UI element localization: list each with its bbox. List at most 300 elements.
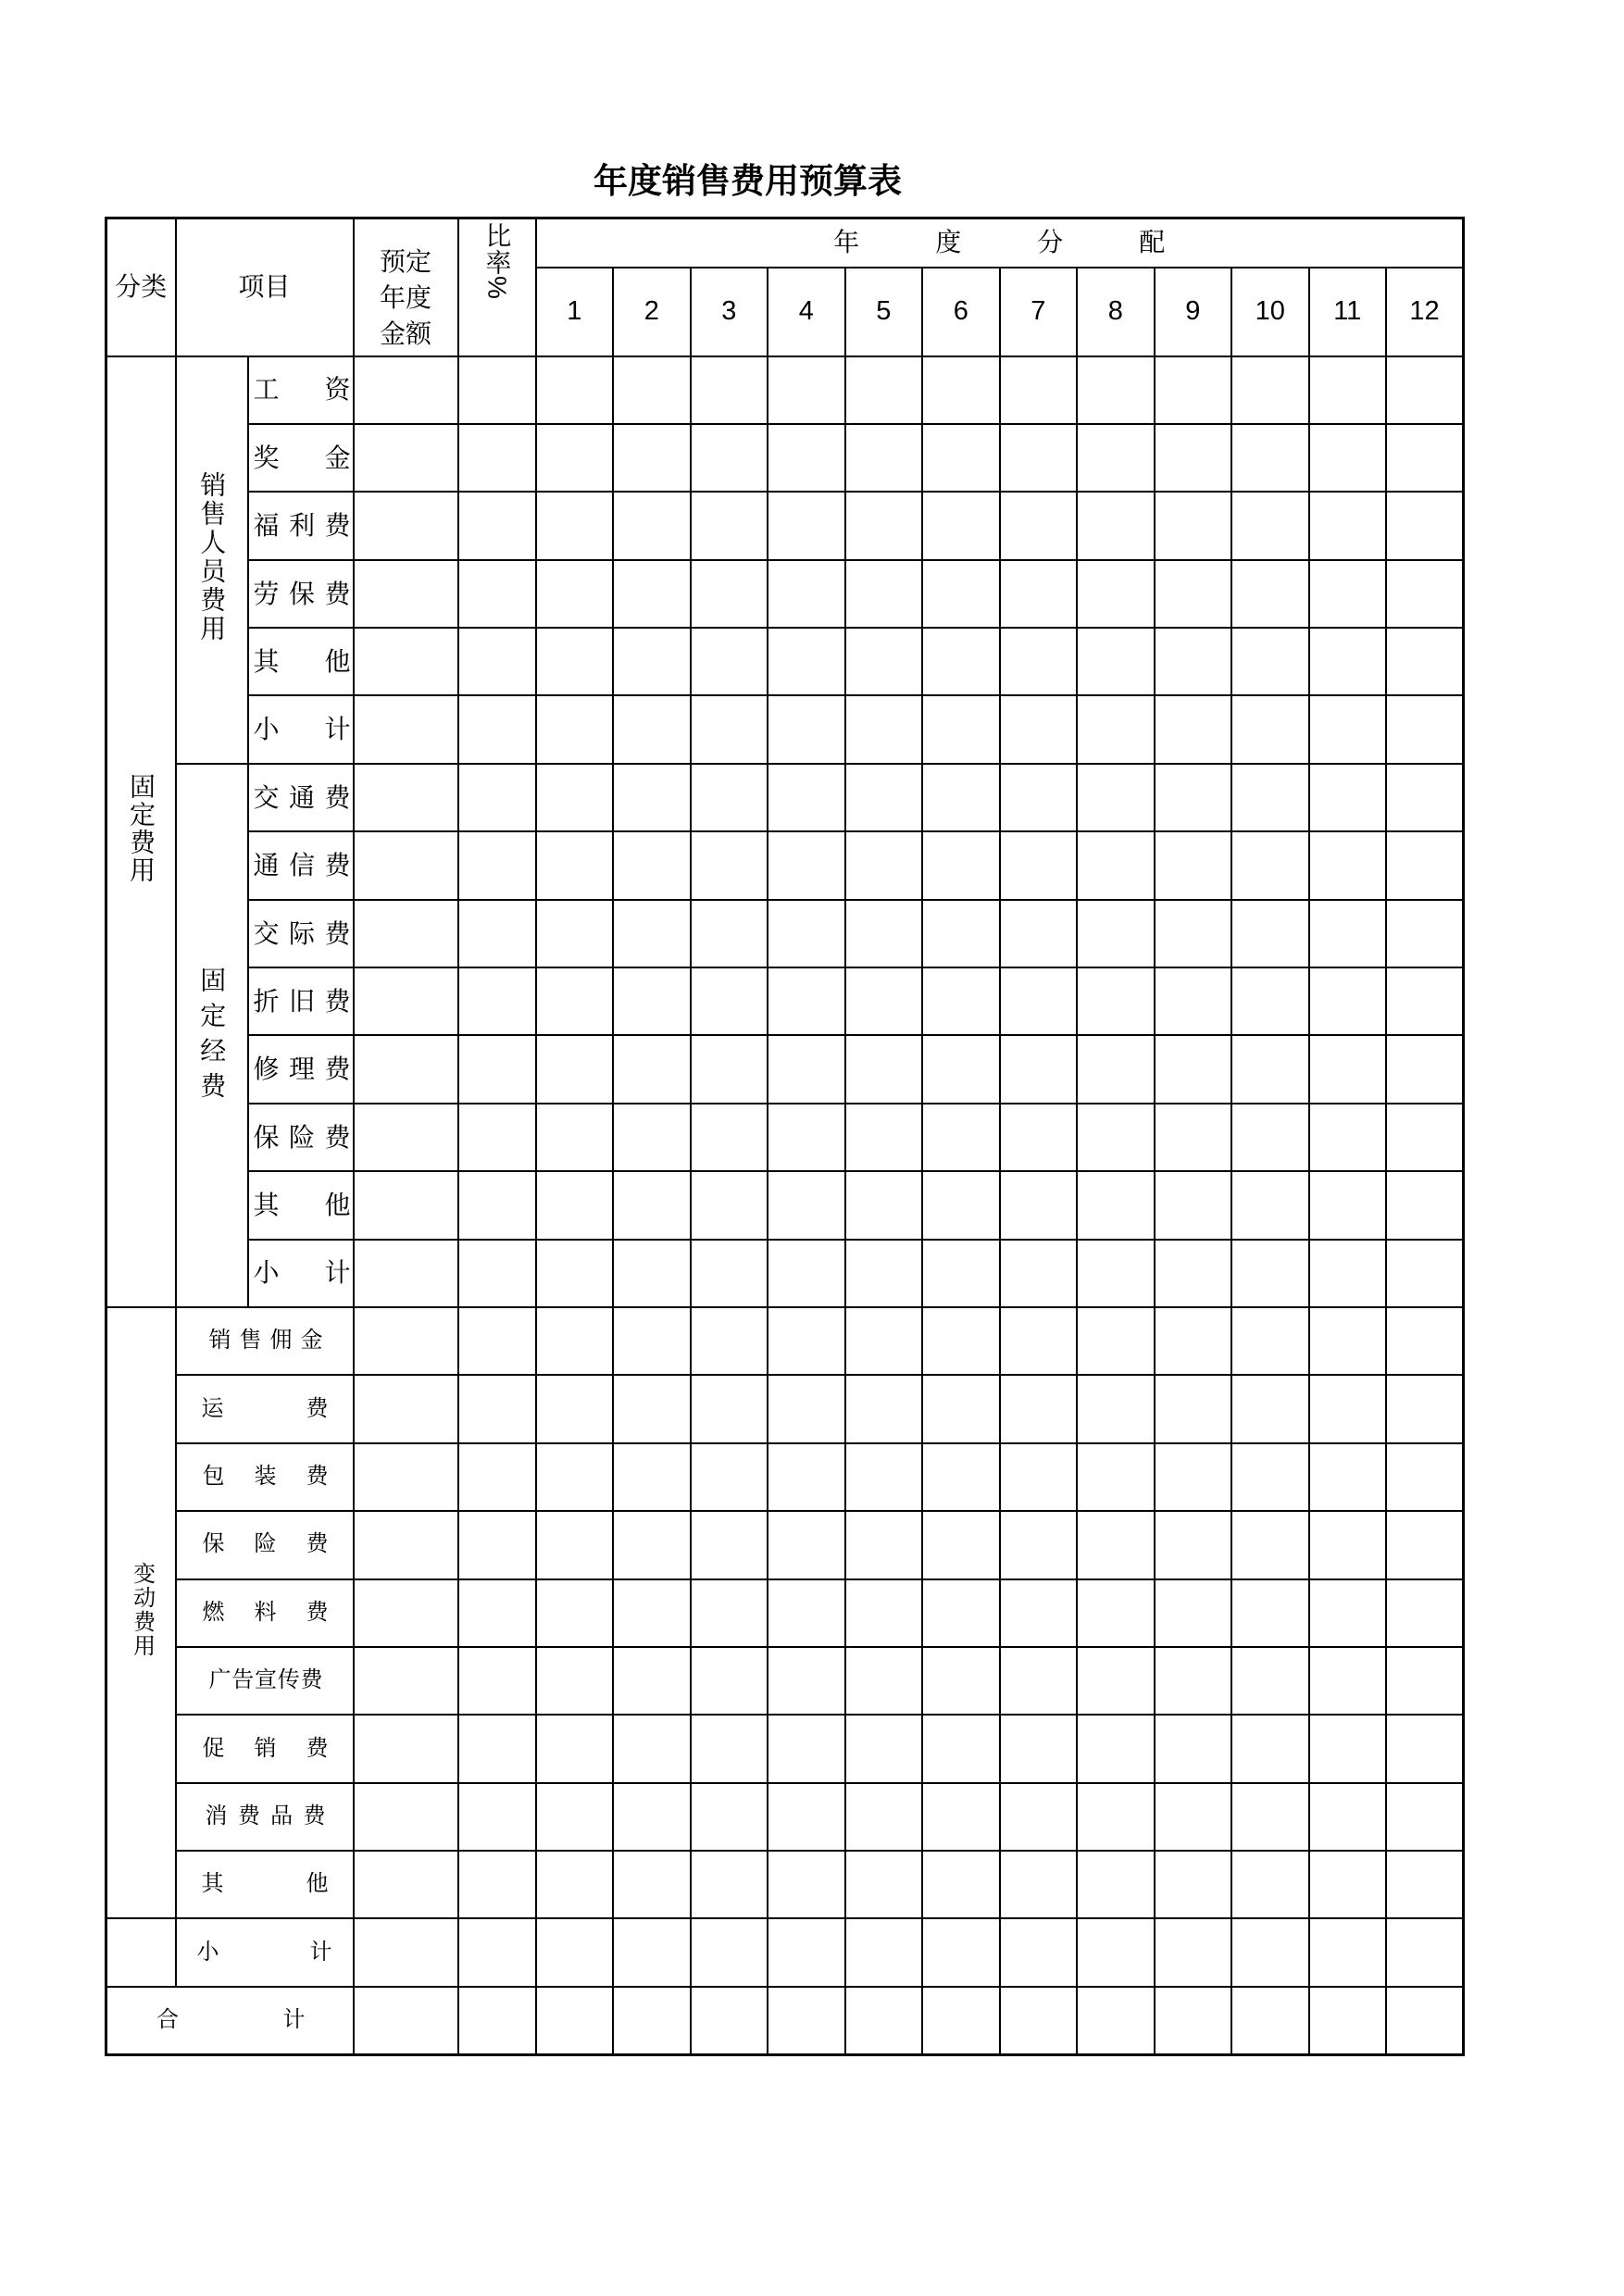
month-2-cell [613,1171,691,1239]
month-10-cell [1231,1987,1309,2054]
month-9-cell [1155,1240,1232,1307]
month-1-cell [536,1987,614,2054]
month-10-cell [1231,628,1309,695]
month-5-cell [845,1715,923,1782]
month-6-cell [922,764,1000,831]
month-7-cell [1000,1579,1078,1647]
month-header-5: 5 [845,268,923,356]
month-7-cell [1000,1851,1078,1918]
month-12-cell [1386,424,1464,492]
group-fixed-expenses-label: 固定经费 [197,966,227,1107]
budget-amount-cell [354,1987,458,2054]
month-6-cell [922,967,1000,1035]
month-2-cell [613,1375,691,1442]
month-10-cell [1231,1104,1309,1171]
month-3-cell [691,900,768,967]
month-8-cell [1077,1851,1155,1918]
budget-amount-cell [354,492,458,559]
month-8-cell [1077,1511,1155,1578]
table-row [106,1035,1464,1103]
month-5-cell [845,764,923,831]
month-8-cell [1077,1647,1155,1715]
month-1-cell [536,1511,614,1578]
table-row [106,1783,1464,1851]
table-row-total [106,1987,1464,2054]
table-row [106,1104,1464,1171]
month-9-cell [1155,560,1232,628]
table-row [106,900,1464,967]
total-label: 合计 [106,1987,354,2054]
month-8-cell [1077,1715,1155,1782]
month-5-cell [845,1511,923,1578]
item-advertising: 广告宣传费 [176,1647,354,1715]
month-10-cell [1231,967,1309,1035]
month-8-cell [1077,1443,1155,1511]
month-10-cell [1231,356,1309,424]
month-5-cell [845,424,923,492]
budget-amount-cell [354,1171,458,1239]
budget-amount-cell [354,1035,458,1103]
table-row [106,1647,1464,1715]
month-6-cell [922,1307,1000,1375]
month-4-cell [768,1240,845,1307]
month-7-cell [1000,1171,1078,1239]
month-3-cell [691,831,768,899]
ratio-cell [458,1579,536,1647]
month-9-cell [1155,831,1232,899]
month-header-8: 8 [1077,268,1155,356]
month-12-cell [1386,1579,1464,1647]
month-1-cell [536,1783,614,1851]
table-row [106,967,1464,1035]
month-11-cell [1309,1715,1387,1782]
month-10-cell [1231,1240,1309,1307]
month-10-cell [1231,424,1309,492]
month-1-cell [536,1647,614,1715]
table-row [106,1307,1464,1375]
month-5-cell [845,1307,923,1375]
month-4-cell [768,900,845,967]
month-6-cell [922,1443,1000,1511]
item-entertainment: 交际费 [248,900,354,967]
month-10-cell [1231,1171,1309,1239]
month-3-cell [691,1987,768,2054]
month-7-cell [1000,1443,1078,1511]
ratio-cell [458,1375,536,1442]
month-6-cell [922,1851,1000,1918]
month-2-cell [613,764,691,831]
month-10-cell [1231,492,1309,559]
month-2-cell [613,1987,691,2054]
budget-amount-cell [354,1647,458,1715]
month-7-cell [1000,1035,1078,1103]
header-ratio: 比率% [482,222,512,300]
month-1-cell [536,1375,614,1442]
month-8-cell [1077,356,1155,424]
month-6-cell [922,900,1000,967]
header-category: 分类 [106,218,176,356]
ratio-cell [458,424,536,492]
month-11-cell [1309,1918,1387,1986]
header-annual-allocation: 年度分配 [536,218,1464,268]
ratio-cell [458,492,536,559]
month-5-cell [845,1851,923,1918]
table-row [106,356,1464,424]
month-3-cell [691,1035,768,1103]
month-10-cell [1231,831,1309,899]
header-ratio-cell [458,218,536,356]
month-5-cell [845,560,923,628]
month-7-cell [1000,1375,1078,1442]
table-row [106,1240,1464,1307]
month-3-cell [691,1851,768,1918]
month-7-cell [1000,831,1078,899]
month-12-cell [1386,1307,1464,1375]
ratio-cell [458,1443,536,1511]
month-3-cell [691,1375,768,1442]
item-transportation: 交通费 [248,764,354,831]
month-5-cell [845,1104,923,1171]
month-4-cell [768,1035,845,1103]
month-2-cell [613,1647,691,1715]
month-11-cell [1309,1240,1387,1307]
month-11-cell [1309,695,1387,763]
month-8-cell [1077,1240,1155,1307]
month-9-cell [1155,695,1232,763]
month-10-cell [1231,900,1309,967]
month-9-cell [1155,1851,1232,1918]
month-5-cell [845,1579,923,1647]
ratio-cell [458,695,536,763]
budget-amount-cell [354,1511,458,1578]
month-2-cell [613,1035,691,1103]
month-2-cell [613,356,691,424]
month-11-cell [1309,764,1387,831]
month-2-cell [613,1579,691,1647]
month-7-cell [1000,492,1078,559]
budget-amount-cell [354,356,458,424]
ratio-cell [458,1647,536,1715]
category-blank-cell [106,1918,176,1986]
month-3-cell [691,1443,768,1511]
item-subtotal-variable: 小计 [176,1918,354,1986]
header-budget-amount: 预定年度金额 [380,246,432,348]
table-row [106,628,1464,695]
budget-amount-cell [354,900,458,967]
page-title: 年度销售费用预算表 [593,162,902,200]
category-fixed-label: 固定费用 [127,773,156,885]
month-6-cell [922,1375,1000,1442]
month-6-cell [922,1171,1000,1239]
table-row [106,831,1464,899]
month-1-cell [536,1171,614,1239]
month-4-cell [768,424,845,492]
month-6-cell [922,1240,1000,1307]
ratio-cell [458,560,536,628]
month-2-cell [613,1307,691,1375]
month-4-cell [768,560,845,628]
category-variable-label: 变动费用 [129,1562,155,1659]
table-row [106,560,1464,628]
month-4-cell [768,356,845,424]
month-11-cell [1309,1511,1387,1578]
month-9-cell [1155,1918,1232,1986]
month-3-cell [691,695,768,763]
month-12-cell [1386,1783,1464,1851]
month-9-cell [1155,1579,1232,1647]
month-11-cell [1309,831,1387,899]
month-12-cell [1386,831,1464,899]
month-7-cell [1000,1240,1078,1307]
month-9-cell [1155,1035,1232,1103]
ratio-cell [458,900,536,967]
month-9-cell [1155,764,1232,831]
month-2-cell [613,1443,691,1511]
month-8-cell [1077,1375,1155,1442]
month-11-cell [1309,1443,1387,1511]
month-5-cell [845,1443,923,1511]
month-header-7: 7 [1000,268,1078,356]
month-7-cell [1000,1918,1078,1986]
month-8-cell [1077,1104,1155,1171]
month-9-cell [1155,1511,1232,1578]
month-10-cell [1231,764,1309,831]
month-2-cell [613,560,691,628]
month-8-cell [1077,900,1155,967]
header-budget-amount-cell [354,218,458,356]
month-9-cell [1155,1783,1232,1851]
ratio-cell [458,1104,536,1171]
month-6-cell [922,492,1000,559]
month-10-cell [1231,1918,1309,1986]
month-7-cell [1000,560,1078,628]
month-3-cell [691,424,768,492]
month-10-cell [1231,1579,1309,1647]
month-8-cell [1077,560,1155,628]
month-8-cell [1077,424,1155,492]
month-12-cell [1386,1715,1464,1782]
month-9-cell [1155,492,1232,559]
month-header-6: 6 [922,268,1000,356]
month-5-cell [845,1375,923,1442]
month-2-cell [613,695,691,763]
month-10-cell [1231,1511,1309,1578]
month-7-cell [1000,1783,1078,1851]
month-7-cell [1000,1715,1078,1782]
budget-table [105,217,1465,2056]
month-3-cell [691,356,768,424]
month-8-cell [1077,1307,1155,1375]
month-9-cell [1155,1715,1232,1782]
item-wages: 工资 [248,356,354,424]
month-1-cell [536,628,614,695]
month-6-cell [922,1104,1000,1171]
month-9-cell [1155,1375,1232,1442]
month-5-cell [845,1647,923,1715]
month-6-cell [922,831,1000,899]
month-2-cell [613,900,691,967]
month-11-cell [1309,424,1387,492]
month-1-cell [536,695,614,763]
month-4-cell [768,695,845,763]
ratio-cell [458,1715,536,1782]
month-8-cell [1077,831,1155,899]
month-5-cell [845,967,923,1035]
item-repair: 修理费 [248,1035,354,1103]
month-1-cell [536,1918,614,1986]
month-11-cell [1309,1579,1387,1647]
month-2-cell [613,1783,691,1851]
item-packaging: 包装费 [176,1443,354,1511]
month-1-cell [536,1240,614,1307]
month-12-cell [1386,1171,1464,1239]
item-subtotal-staff: 小计 [248,695,354,763]
month-8-cell [1077,695,1155,763]
month-1-cell [536,492,614,559]
month-7-cell [1000,1987,1078,2054]
month-10-cell [1231,1647,1309,1715]
item-subtotal-fixed: 小计 [248,1240,354,1307]
month-5-cell [845,1783,923,1851]
month-12-cell [1386,1443,1464,1511]
month-3-cell [691,1783,768,1851]
month-6-cell [922,1035,1000,1103]
month-header-4: 4 [768,268,845,356]
month-2-cell [613,628,691,695]
item-welfare: 福利费 [248,492,354,559]
month-12-cell [1386,356,1464,424]
month-3-cell [691,1579,768,1647]
month-7-cell [1000,1104,1078,1171]
item-freight: 运费 [176,1375,354,1442]
month-header-11: 11 [1309,268,1387,356]
month-7-cell [1000,764,1078,831]
month-10-cell [1231,560,1309,628]
month-3-cell [691,1715,768,1782]
item-fuel: 燃料费 [176,1579,354,1647]
month-header-9: 9 [1155,268,1232,356]
month-11-cell [1309,1851,1387,1918]
month-6-cell [922,628,1000,695]
month-3-cell [691,1511,768,1578]
ratio-cell [458,1783,536,1851]
month-4-cell [768,764,845,831]
item-other-staff: 其他 [248,628,354,695]
month-10-cell [1231,1035,1309,1103]
ratio-cell [458,628,536,695]
month-4-cell [768,1851,845,1918]
month-4-cell [768,628,845,695]
header-row [106,218,1464,268]
month-4-cell [768,1171,845,1239]
month-2-cell [613,1851,691,1918]
month-3-cell [691,492,768,559]
item-promotion: 促销费 [176,1715,354,1782]
month-8-cell [1077,764,1155,831]
table-row [106,1443,1464,1511]
ratio-cell [458,1511,536,1578]
month-12-cell [1386,1918,1464,1986]
month-8-cell [1077,1783,1155,1851]
month-8-cell [1077,492,1155,559]
month-11-cell [1309,628,1387,695]
month-2-cell [613,1715,691,1782]
month-12-cell [1386,628,1464,695]
month-5-cell [845,1240,923,1307]
month-2-cell [613,1240,691,1307]
ratio-cell [458,831,536,899]
month-8-cell [1077,1987,1155,2054]
month-1-cell [536,900,614,967]
month-9-cell [1155,424,1232,492]
month-1-cell [536,1104,614,1171]
month-1-cell [536,424,614,492]
month-3-cell [691,764,768,831]
budget-amount-cell [354,1715,458,1782]
ratio-cell [458,967,536,1035]
budget-amount-cell [354,560,458,628]
item-insurance-variable: 保险费 [176,1511,354,1578]
month-11-cell [1309,1104,1387,1171]
table-row [106,1375,1464,1442]
month-11-cell [1309,1783,1387,1851]
month-10-cell [1231,1307,1309,1375]
month-5-cell [845,1987,923,2054]
month-9-cell [1155,1104,1232,1171]
month-6-cell [922,1715,1000,1782]
item-labor-insurance: 劳保费 [248,560,354,628]
month-11-cell [1309,1647,1387,1715]
item-other-variable: 其他 [176,1851,354,1918]
month-12-cell [1386,560,1464,628]
month-1-cell [536,1307,614,1375]
month-4-cell [768,1375,845,1442]
table-row [106,424,1464,492]
budget-amount-cell [354,1307,458,1375]
month-12-cell [1386,1104,1464,1171]
month-6-cell [922,1647,1000,1715]
month-4-cell [768,1307,845,1375]
item-sales-commission: 销售佣金 [176,1307,354,1375]
month-4-cell [768,1579,845,1647]
month-9-cell [1155,356,1232,424]
month-2-cell [613,967,691,1035]
ratio-cell [458,356,536,424]
month-4-cell [768,831,845,899]
month-8-cell [1077,1171,1155,1239]
ratio-cell [458,764,536,831]
month-10-cell [1231,1443,1309,1511]
month-9-cell [1155,1307,1232,1375]
month-7-cell [1000,967,1078,1035]
month-5-cell [845,628,923,695]
budget-amount-cell [354,424,458,492]
month-11-cell [1309,1987,1387,2054]
item-depreciation: 折旧费 [248,967,354,1035]
month-8-cell [1077,1035,1155,1103]
month-3-cell [691,1307,768,1375]
month-12-cell [1386,1035,1464,1103]
category-fixed-cell [106,356,176,1307]
month-4-cell [768,1647,845,1715]
month-9-cell [1155,628,1232,695]
month-11-cell [1309,1375,1387,1442]
month-7-cell [1000,356,1078,424]
month-9-cell [1155,1647,1232,1715]
month-12-cell [1386,492,1464,559]
month-7-cell [1000,628,1078,695]
month-4-cell [768,1987,845,2054]
